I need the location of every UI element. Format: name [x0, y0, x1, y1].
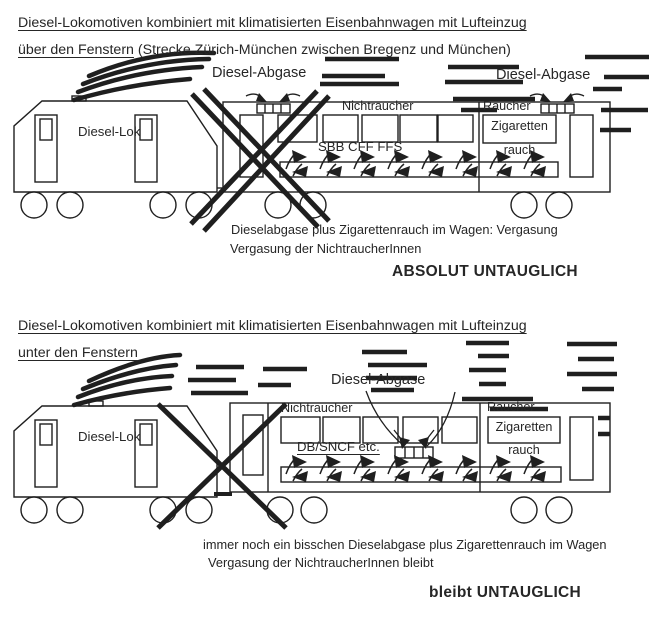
air-duct-bottom — [281, 467, 561, 482]
cigarette-smoke-label-top-1: Zigaretten — [491, 119, 548, 133]
cigarette-smoke-label-bottom-2: rauch — [508, 443, 540, 457]
panel2-title-line1: Diesel-Lokomotiven kombiniert mit klimatisierten Eisenbahnwagen mit Lufteinzug — [18, 318, 527, 334]
panel2-verdict: bleibt UNTAUGLICH — [429, 584, 582, 601]
roof-air-intake-left-icon — [246, 93, 300, 113]
nonsmoker-label-bottom: Nichtraucher — [281, 401, 353, 415]
panel2-title-line2: unter den Fenstern — [18, 345, 138, 361]
under-window-air-intake-icon — [394, 430, 434, 458]
railway-marking-bottom: DB/SNCF etc. — [297, 439, 380, 454]
smoker-label-bottom: Raucher — [487, 400, 535, 414]
panel1-title — [18, 10, 630, 64]
cigarette-smoke-label-bottom-1: Zigaretten — [495, 420, 553, 434]
railway-marking-top: SBB CFF FFS — [318, 139, 403, 154]
panel1-verdict: ABSOLUT UNTAUGLICH — [392, 263, 578, 280]
panel1-title-line1: Diesel-Lokomotiven kombiniert mit klimatisierten Eisenbahnwagen mit Lufteinzug — [18, 15, 527, 31]
smoker-label-top: Raucher — [483, 99, 531, 113]
airflow-arrows-bottom-icon — [286, 455, 546, 482]
exhaust-label-top-right: Diesel-Abgase — [496, 67, 591, 83]
locomotive-top — [14, 96, 223, 218]
locomotive-label-bottom: Diesel-Lok — [78, 429, 141, 444]
exhaust-label-bottom: Diesel-Abgase — [331, 372, 426, 388]
cigarette-smoke-label-top-2: rauch — [503, 143, 536, 157]
exhaust-label-top-left: Diesel-Abgase — [212, 65, 307, 81]
panel1-caption-line2: Vergasung der NichtraucherInnen — [230, 241, 422, 256]
panel2-caption-line2: Vergasung der NichtraucherInnen bleibt — [208, 555, 434, 570]
roof-air-intake-right-icon — [530, 93, 584, 113]
rejection-cross-bottom-icon — [158, 404, 286, 528]
locomotive-label-top: Diesel-Lok — [78, 124, 141, 139]
nonsmoker-label-top: Nichtraucher — [342, 99, 414, 113]
panel1-caption-line1: Dieselabgase plus Zigarettenrauch im Wagen: Vergasung — [231, 222, 558, 237]
locomotive-bottom — [14, 401, 232, 523]
panel2-caption-line1: immer noch ein bisschen Dieselabgase plus Zigarettenrauch im Wagen — [203, 537, 607, 552]
panel2-title — [18, 313, 630, 367]
panel1-title-line2: über den Fenstern (Strecke Zürich-München zwischen Bregenz und München) — [18, 42, 511, 58]
